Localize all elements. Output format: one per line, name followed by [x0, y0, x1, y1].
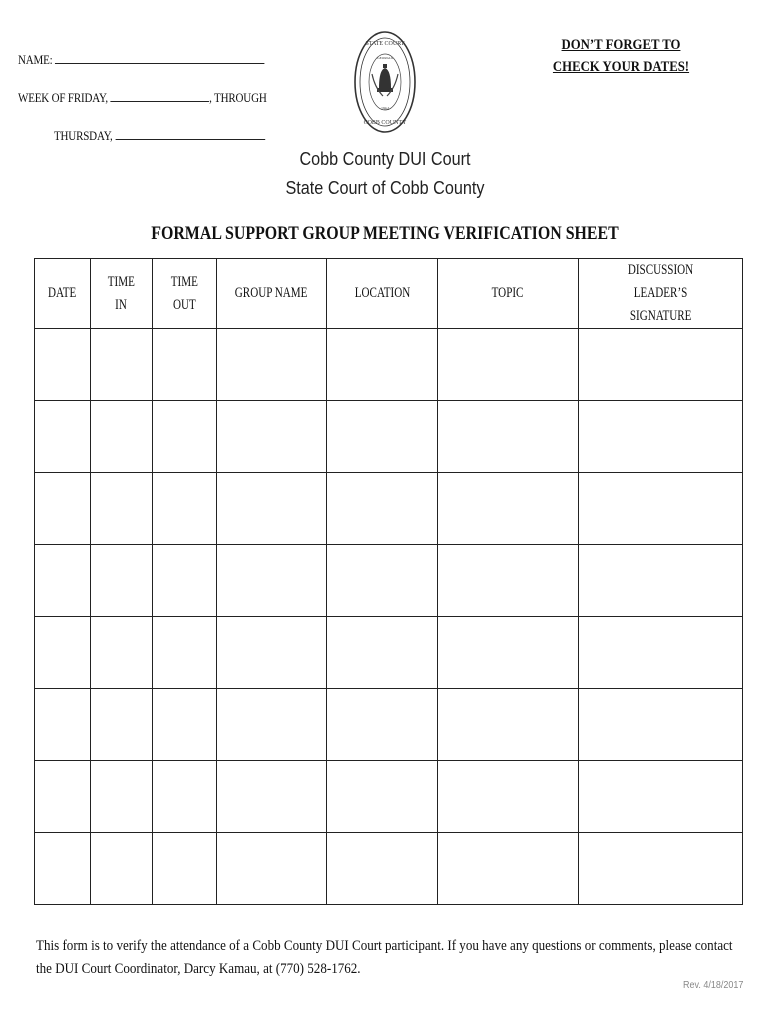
sheet-title: FORMAL SUPPORT GROUP MEETING VERIFICATION SHEET: [151, 224, 619, 244]
group-name-cell[interactable]: [217, 329, 327, 401]
date-cell[interactable]: [35, 473, 91, 545]
table-row: [35, 401, 743, 473]
group-name-cell[interactable]: [217, 689, 327, 761]
date-cell[interactable]: [35, 689, 91, 761]
time-out-cell[interactable]: [153, 761, 217, 833]
signature-cell[interactable]: [579, 545, 743, 617]
topic-cell[interactable]: [438, 761, 579, 833]
date-cell[interactable]: [35, 761, 91, 833]
column-header-time-in: TIME IN: [91, 259, 153, 329]
court-name: Cobb County DUI Court: [299, 149, 471, 169]
table-row: [35, 761, 743, 833]
name-label: NAME:: [18, 53, 53, 67]
name-input-line[interactable]: [55, 53, 264, 64]
time-in-cell[interactable]: [91, 761, 153, 833]
week-label: WEEK OF FRIDAY,: [18, 91, 108, 105]
date-cell[interactable]: [35, 833, 91, 905]
seal-inner-text: GEORGIA: [377, 56, 393, 60]
time-out-cell[interactable]: [153, 329, 217, 401]
week-friday-input-line[interactable]: [111, 91, 210, 102]
time-in-cell[interactable]: [91, 545, 153, 617]
column-header-date: DATE: [35, 259, 91, 329]
time-out-cell[interactable]: [153, 545, 217, 617]
name-field[interactable]: [18, 53, 265, 68]
date-cell[interactable]: [35, 545, 91, 617]
topic-cell[interactable]: [438, 617, 579, 689]
topic-cell[interactable]: [438, 833, 579, 905]
group-name-cell[interactable]: [217, 545, 327, 617]
thursday-label: THURSDAY,: [54, 129, 113, 143]
topic-cell[interactable]: [438, 401, 579, 473]
signature-cell[interactable]: [579, 689, 743, 761]
time-out-cell[interactable]: [153, 689, 217, 761]
table-row: [35, 329, 743, 401]
table-row: [35, 833, 743, 905]
group-name-cell[interactable]: [217, 617, 327, 689]
date-cell[interactable]: [35, 617, 91, 689]
column-header-topic: TOPIC: [438, 259, 579, 329]
seal-bottom-text: COBB COUNTY: [363, 120, 407, 126]
location-cell[interactable]: [327, 833, 438, 905]
time-in-cell[interactable]: [91, 329, 153, 401]
revision-date: Rev. 4/18/2017: [683, 980, 744, 991]
thursday-input-line[interactable]: [115, 129, 265, 140]
court-subname: State Court of Cobb County: [285, 178, 485, 198]
time-out-cell[interactable]: [153, 401, 217, 473]
table-row: [35, 617, 743, 689]
through-label: , THROUGH: [209, 91, 267, 105]
time-in-cell[interactable]: [91, 617, 153, 689]
time-out-cell[interactable]: [153, 473, 217, 545]
location-cell[interactable]: [327, 617, 438, 689]
column-header-time-out: TIME OUT: [153, 259, 217, 329]
reminder-line-2: CHECK YOUR DATES!: [552, 59, 690, 75]
location-cell[interactable]: [327, 689, 438, 761]
location-cell[interactable]: [327, 329, 438, 401]
signature-cell[interactable]: [579, 617, 743, 689]
time-in-cell[interactable]: [91, 473, 153, 545]
date-reminder: [550, 34, 693, 78]
location-cell[interactable]: [327, 545, 438, 617]
time-out-cell[interactable]: [153, 833, 217, 905]
court-title: [282, 145, 489, 203]
topic-cell[interactable]: [438, 329, 579, 401]
topic-cell[interactable]: [438, 473, 579, 545]
location-cell[interactable]: [327, 401, 438, 473]
signature-cell[interactable]: [579, 833, 743, 905]
group-name-cell[interactable]: [217, 473, 327, 545]
signature-cell[interactable]: [579, 473, 743, 545]
table-row: [35, 473, 743, 545]
seal-year: 1964: [381, 106, 389, 111]
time-in-cell[interactable]: [91, 689, 153, 761]
time-out-cell[interactable]: [153, 617, 217, 689]
footer-note: This form is to verify the attendance of a Cobb County DUI Court participant. If you have any questions or comments, please contact the DUI Court Coordinator, Darcy Kamau, at (770) 528-1762.: [36, 938, 733, 977]
signature-cell[interactable]: [579, 329, 743, 401]
topic-cell[interactable]: [438, 545, 579, 617]
table-body: [35, 329, 743, 905]
signature-cell[interactable]: [579, 761, 743, 833]
date-cell[interactable]: [35, 401, 91, 473]
column-header-location: LOCATION: [327, 259, 438, 329]
table-row: [35, 545, 743, 617]
time-in-cell[interactable]: [91, 401, 153, 473]
topic-cell[interactable]: [438, 689, 579, 761]
group-name-cell[interactable]: [217, 833, 327, 905]
seal-top-text: STATE COURT: [365, 41, 405, 47]
table-header-row: [35, 259, 743, 329]
time-in-cell[interactable]: [91, 833, 153, 905]
group-name-cell[interactable]: [217, 761, 327, 833]
signature-cell[interactable]: [579, 401, 743, 473]
column-header-signature: DISCUSSION LEADER’S SIGNATURE: [579, 259, 743, 329]
reminder-line-1: DON’T FORGET TO: [561, 37, 681, 53]
thursday-field[interactable]: [54, 129, 265, 144]
location-cell[interactable]: [327, 473, 438, 545]
column-header-group-name: GROUP NAME: [217, 259, 327, 329]
location-cell[interactable]: [327, 761, 438, 833]
court-seal-logo: [353, 30, 417, 134]
table-row: [35, 689, 743, 761]
date-cell[interactable]: [35, 329, 91, 401]
week-field[interactable]: [18, 91, 267, 106]
meeting-verification-table: [34, 258, 743, 905]
group-name-cell[interactable]: [217, 401, 327, 473]
